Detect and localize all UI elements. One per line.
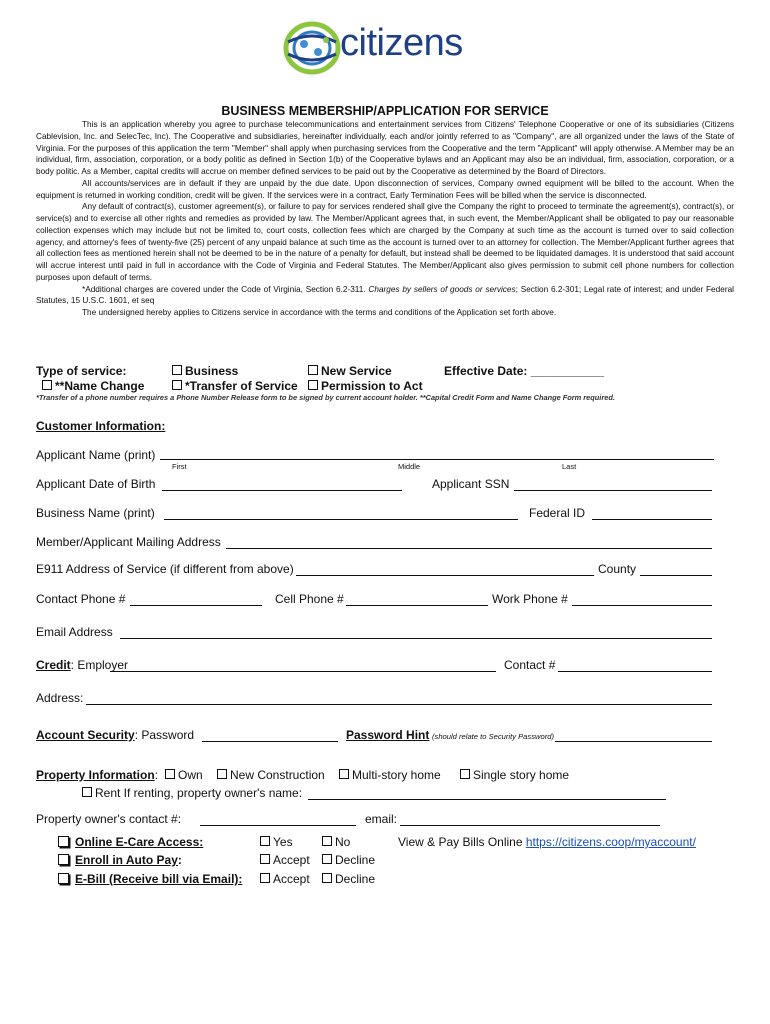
ssn-line[interactable] — [514, 490, 712, 491]
last-sublabel: Last — [562, 462, 577, 471]
multi-story-option[interactable]: Multi-story home — [339, 768, 441, 782]
owner-contact-label: Property owner's contact #: — [36, 812, 182, 826]
checkbox-icon[interactable] — [260, 854, 270, 864]
password-hint-line[interactable] — [555, 741, 712, 742]
email-address-line[interactable] — [120, 638, 712, 639]
ebill-accept-option[interactable]: Accept — [260, 872, 310, 886]
checkbox-icon[interactable] — [260, 873, 270, 883]
cell-phone-line[interactable] — [346, 605, 488, 606]
effective-date-field[interactable]: Effective Date: ___________ — [444, 364, 605, 378]
customer-info-heading: Customer Information: — [36, 419, 166, 433]
mailing-address-label: Member/Applicant Mailing Address — [36, 535, 221, 549]
checkbox-icon[interactable] — [260, 836, 270, 846]
federal-id-label: Federal ID — [529, 506, 586, 520]
dob-label: Applicant Date of Birth — [36, 477, 156, 491]
single-story-option[interactable]: Single story home — [460, 768, 569, 782]
business-name-line[interactable] — [164, 519, 518, 520]
credit-address-line[interactable] — [86, 704, 712, 705]
contact-number-label: Contact # — [504, 658, 556, 672]
checkbox-icon[interactable] — [322, 836, 332, 846]
logo-wordmark: citizens — [340, 22, 463, 64]
legal-paragraph-4: *Additional charges are covered under the Code of Virginia, Section 6.2-311. Charges by sellers of goods or services; Section 6.2-301; Legal rate of interest; and under Federal Statutes, 15 U.S.C. 1601, et seq — [36, 284, 734, 306]
checkbox-icon[interactable] — [322, 854, 332, 864]
dob-line[interactable] — [162, 490, 402, 491]
ecare-row — [58, 835, 203, 849]
checkbox-icon[interactable] — [172, 380, 182, 390]
credit-row — [36, 658, 128, 672]
new-service-option[interactable]: New Service — [308, 364, 392, 378]
security-row — [36, 728, 194, 742]
autopay-decline-option[interactable]: Decline — [322, 853, 375, 867]
autopay-accept-option[interactable]: Accept — [260, 853, 310, 867]
permission-to-act-option[interactable]: Permission to Act — [308, 379, 423, 393]
view-pay-label: View & Pay Bills Online — [398, 835, 523, 849]
name-change-option[interactable]: **Name Change — [42, 379, 144, 393]
legal-paragraph-2: All accounts/services are in default if they are unpaid by the due date. Upon disconnection of services, Company owned equipment will be billed to the account. When the equipment is returned in working condition, credit will be given. If the services were in a contract, Early Termination Fees will be billed when the service is disconnected. — [36, 178, 734, 200]
checkbox-icon[interactable] — [339, 769, 349, 779]
owner-contact-line[interactable] — [200, 825, 356, 826]
account-security-heading: Account Security — [36, 728, 135, 742]
ecare-label: Online E-Care Access: — [75, 835, 204, 849]
checkbox-icon[interactable] — [58, 854, 69, 865]
legal-text — [36, 119, 734, 319]
cell-phone-label: Cell Phone # — [275, 592, 344, 606]
checkbox-icon[interactable] — [42, 380, 52, 390]
business-option[interactable]: Business — [172, 364, 238, 378]
autopay-label: Enroll in Auto Pay — [75, 853, 178, 867]
citizens-logo — [282, 20, 492, 76]
checkbox-icon[interactable] — [308, 365, 318, 375]
checkbox-icon[interactable] — [58, 836, 69, 847]
contact-phone-line[interactable] — [130, 605, 262, 606]
myaccount-link[interactable]: https://citizens.coop/myaccount/ — [525, 835, 696, 849]
autopay-row: Enroll in Auto Pay: — [58, 853, 182, 867]
legal-paragraph-3: Any default of contract(s), customer agreement(s), or failure to pay for services rendered shall give the Company the right to proceed to terminate the agreement(s), contract(s), or service(s) and to exercise all other rights and remedies as provided by law. The Member/Applicant agrees that, in such event, the Member/Applicant shall be obligated to pay our reasonable collection expenses which may include but not be limited to, court costs, collection fees which are charged by the Company at such time as the account is turned over to said collection agency, and attorney's fees of twenty-five (25) percent of any unpaid balance at such time as the account is turned over to an attorney for collection. The Member/Applicant further agrees that all collection fees as mentioned herein shall not be deemed to be in the nature of a penalty for default, but instead shall be deemed to be liquidated damages. It is understood that said account will accrue interest until paid in full in accordance with the Code of Virginia and Federal Statutes. The Member/Applicant also gives permission to submit cell phone numbers for collection purposes upon default of terms. — [36, 202, 734, 282]
applicant-name-label: Applicant Name (print) — [36, 448, 156, 462]
new-construction-option[interactable]: New Construction — [217, 768, 325, 782]
work-phone-line[interactable] — [572, 605, 712, 606]
contact-phone-label: Contact Phone # — [36, 592, 126, 606]
e911-address-label: E911 Address of Service (if different from above) — [36, 562, 294, 576]
applicant-name-line[interactable] — [160, 459, 714, 460]
middle-sublabel: Middle — [398, 462, 421, 471]
view-pay-row — [398, 835, 696, 849]
service-note: *Transfer of a phone number requires a Phone Number Release form to be signed by current account holder. **Capital Credit Form and Name Change Form required. — [36, 393, 615, 402]
ecare-yes-option[interactable]: Yes — [260, 835, 293, 849]
checkbox-icon[interactable] — [165, 769, 175, 779]
ebill-label: E-Bill (Receive bill via Email): — [75, 872, 243, 886]
legal-paragraph-5: The undersigned hereby applies to Citizens service in accordance with the terms and conditions of the Application set forth above. — [82, 308, 557, 317]
credit-address-label: Address: — [36, 691, 84, 705]
employer-label: : Employer — [70, 658, 129, 672]
password-hint-label: Password Hint — [346, 728, 430, 742]
password-line[interactable] — [202, 741, 338, 742]
contact-number-line[interactable] — [558, 671, 712, 672]
business-name-label: Business Name (print) — [36, 506, 155, 520]
ebill-decline-option[interactable]: Decline — [322, 872, 375, 886]
type-of-service-label: Type of service: — [36, 364, 127, 378]
logo-swirl-icon — [282, 20, 342, 76]
checkbox-icon[interactable] — [58, 873, 69, 884]
ecare-no-option[interactable]: No — [322, 835, 350, 849]
owner-email-label: email: — [365, 812, 398, 826]
federal-id-line[interactable] — [592, 519, 712, 520]
first-sublabel: First — [172, 462, 187, 471]
checkbox-icon[interactable] — [82, 787, 92, 797]
e911-address-line[interactable] — [296, 575, 594, 576]
checkbox-icon[interactable] — [172, 365, 182, 375]
checkbox-icon[interactable] — [308, 380, 318, 390]
own-option[interactable]: Own — [165, 768, 203, 782]
county-line[interactable] — [640, 575, 712, 576]
work-phone-label: Work Phone # — [492, 592, 568, 606]
mailing-address-line[interactable] — [226, 548, 712, 549]
checkbox-icon[interactable] — [322, 873, 332, 883]
page-title: BUSINESS MEMBERSHIP/APPLICATION FOR SERVICE — [221, 104, 549, 118]
employer-line[interactable] — [110, 671, 496, 672]
legal-paragraph-1: This is an application whereby you agree to purchase telecommunications and entertainment services from Citizens' Telephone Cooperative or one of its subsidiaries (Citizens Cablevision, Inc. and SelecTec, Inc). The Cooperative and subsidiaries, hereinafter individually, each and/or jointly referred to as "Company", are all organized under the laws of the State of Virginia. For the purposes of this application the term "Member" shall apply when purchasing services from the Cooperative and the term "Applicant" will apply otherwise. A Member may be an individual, firm, association, corporation, or a body politic as defined in Section 1(b) of the Cooperative bylaws and an Applicant may also be an individual, firm, association, corporation, or a body politic. As a Member, capital credits will accrue on member defined services to be paid out by the Cooperative as determined by the Board of Directors. — [36, 120, 734, 176]
checkbox-icon[interactable] — [217, 769, 227, 779]
credit-heading: Credit — [36, 658, 71, 672]
password-hint-note: (should relate to Security Password) — [432, 732, 554, 741]
county-label: County — [598, 562, 637, 576]
property-info-row: Property Information: — [36, 768, 159, 782]
ebill-row — [58, 872, 242, 886]
property-info-heading: Property Information — [36, 768, 155, 782]
transfer-service-option[interactable]: *Transfer of Service — [172, 379, 298, 393]
rent-option[interactable]: Rent If renting, property owner's name: — [82, 786, 302, 800]
owner-name-line[interactable] — [308, 799, 666, 800]
checkbox-icon[interactable] — [460, 769, 470, 779]
email-address-label: Email Address — [36, 625, 113, 639]
owner-email-line[interactable] — [400, 825, 660, 826]
ssn-label: Applicant SSN — [432, 477, 510, 491]
password-label: : Password — [134, 728, 195, 742]
